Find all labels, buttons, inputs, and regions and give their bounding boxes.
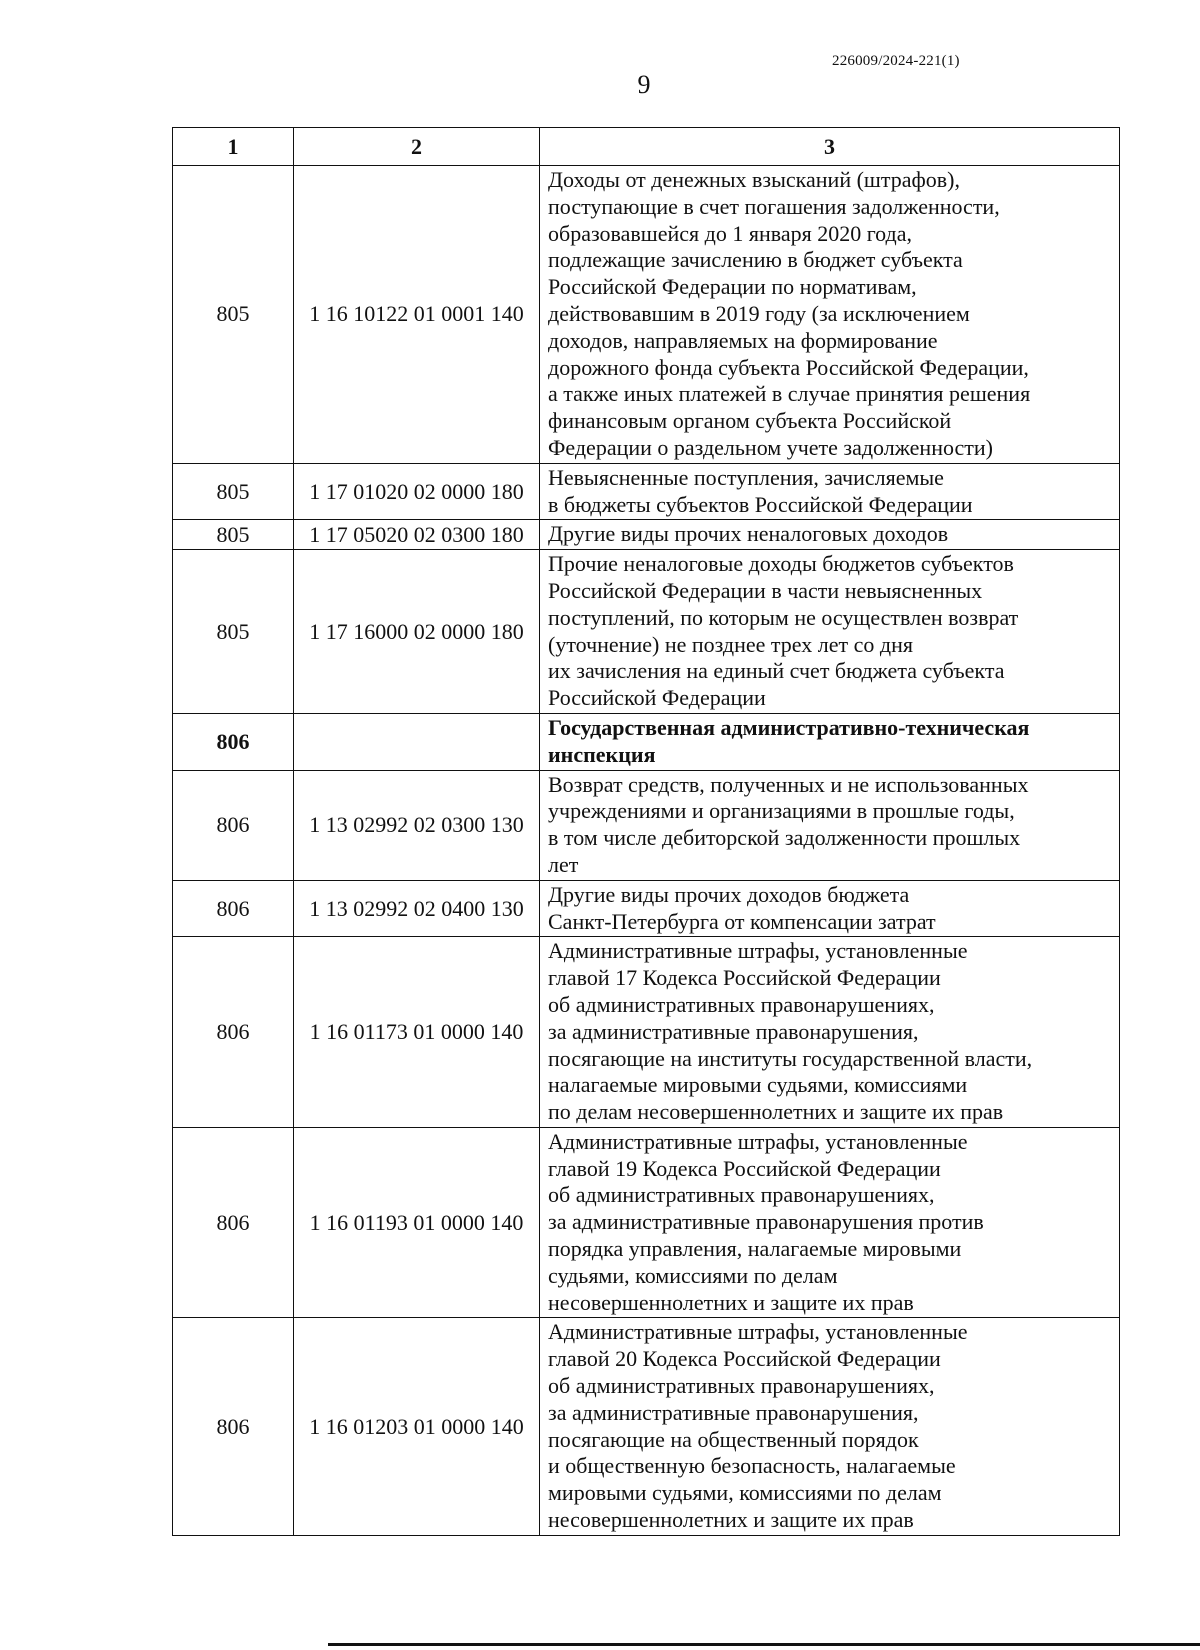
revenue-description-cell: Административные штрафы, установленные главой 17 Кодекса Российской Федерации об административных правонарушениях, за административные правонарушения, посягающие на институты государственной власти, налагаемые мировыми судьями, комиссиями по делам несовершеннолетних и защите их прав — [540, 937, 1120, 1128]
table-row — [173, 770, 1120, 880]
admin-code-cell: 806 — [173, 880, 294, 937]
admin-code-cell: 805 — [173, 550, 294, 714]
admin-code-cell: 806 — [173, 1127, 294, 1318]
admin-code-cell: 806 — [173, 937, 294, 1128]
revenue-description-cell: Государственная административно-техническая инспекция — [540, 713, 1120, 770]
revenue-description-cell: Возврат средств, полученных и не использованных учреждениями и организациями в прошлые годы, в том числе дебиторской задолженности прошлых лет — [540, 770, 1120, 880]
budget-classification-code-cell: 1 17 05020 02 0300 180 — [294, 520, 540, 550]
budget-classification-code-cell: 1 16 10122 01 0001 140 — [294, 166, 540, 464]
document-number: 226009/2024-221(1) — [832, 53, 960, 69]
admin-code-cell: 805 — [173, 463, 294, 520]
revenue-description-cell: Другие виды прочих неналоговых доходов — [540, 520, 1120, 550]
column-header-3: 3 — [540, 128, 1120, 166]
table-row — [173, 520, 1120, 550]
revenue-description-cell: Административные штрафы, установленные главой 19 Кодекса Российской Федерации об административных правонарушениях, за административные правонарушения против порядка управления, налагаемые мировыми судьями, комиссиями по делам несовершеннолетних и защите их прав — [540, 1127, 1120, 1318]
table-row — [173, 880, 1120, 937]
revenue-description-cell: Прочие неналоговые доходы бюджетов субъектов Российской Федерации в части невыясненных поступлений, по которым не осуществлен возврат (уточнение) не позднее трех лет со дня их зачисления на единый счет бюджета субъекта Российской Федерации — [540, 550, 1120, 714]
table-row — [173, 550, 1120, 714]
table-row — [173, 1318, 1120, 1535]
column-header-2: 2 — [294, 128, 540, 166]
table-row — [173, 166, 1120, 464]
revenue-description-cell: Доходы от денежных взысканий (штрафов), поступающие в счет погашения задолженности, образовавшейся до 1 января 2020 года, подлежащие зачислению в бюджет субъекта Российской Федерации по нормативам, действовавшим в 2019 году (за исключением доходов, направляемых на формирование дорожного фонда субъекта Российской Федерации, а также иных платежей в случае принятия решения финансовым органом субъекта Российской Федерации о раздельном учете задолженности) — [540, 166, 1120, 464]
column-header-1: 1 — [173, 128, 294, 166]
budget-classification-code-cell: 1 16 01203 01 0000 140 — [294, 1318, 540, 1535]
revenue-description-cell: Административные штрафы, установленные главой 20 Кодекса Российской Федерации об административных правонарушениях, за административные правонарушения, посягающие на общественный порядок и общественную безопасность, налагаемые мировыми судьями, комиссиями по делам несовершеннолетних и защите их прав — [540, 1318, 1120, 1535]
page-number: 9 — [637, 70, 651, 99]
revenue-description-cell: Другие виды прочих доходов бюджета Санкт-Петербурга от компенсации затрат — [540, 880, 1120, 937]
table-body — [173, 166, 1120, 1536]
table-row — [173, 937, 1120, 1128]
revenue-description-cell: Невыясненные поступления, зачисляемые в бюджеты субъектов Российской Федерации — [540, 463, 1120, 520]
bottom-divider — [328, 1643, 1200, 1646]
budget-classification-code-cell — [294, 713, 540, 770]
table-row — [173, 1127, 1120, 1318]
budget-classification-code-cell: 1 16 01193 01 0000 140 — [294, 1127, 540, 1318]
budget-classification-code-cell: 1 13 02992 02 0300 130 — [294, 770, 540, 880]
budget-classification-code-cell: 1 17 01020 02 0000 180 — [294, 463, 540, 520]
admin-code-cell: 806 — [173, 770, 294, 880]
table-row — [173, 463, 1120, 520]
admin-code-cell: 806 — [173, 1318, 294, 1535]
revenue-codes-table — [172, 127, 1120, 1536]
table-header-row — [173, 128, 1120, 166]
table-row — [173, 713, 1120, 770]
admin-code-cell: 805 — [173, 520, 294, 550]
budget-classification-code-cell: 1 17 16000 02 0000 180 — [294, 550, 540, 714]
admin-code-cell: 806 — [173, 713, 294, 770]
budget-classification-code-cell: 1 16 01173 01 0000 140 — [294, 937, 540, 1128]
admin-code-cell: 805 — [173, 166, 294, 464]
budget-classification-code-cell: 1 13 02992 02 0400 130 — [294, 880, 540, 937]
